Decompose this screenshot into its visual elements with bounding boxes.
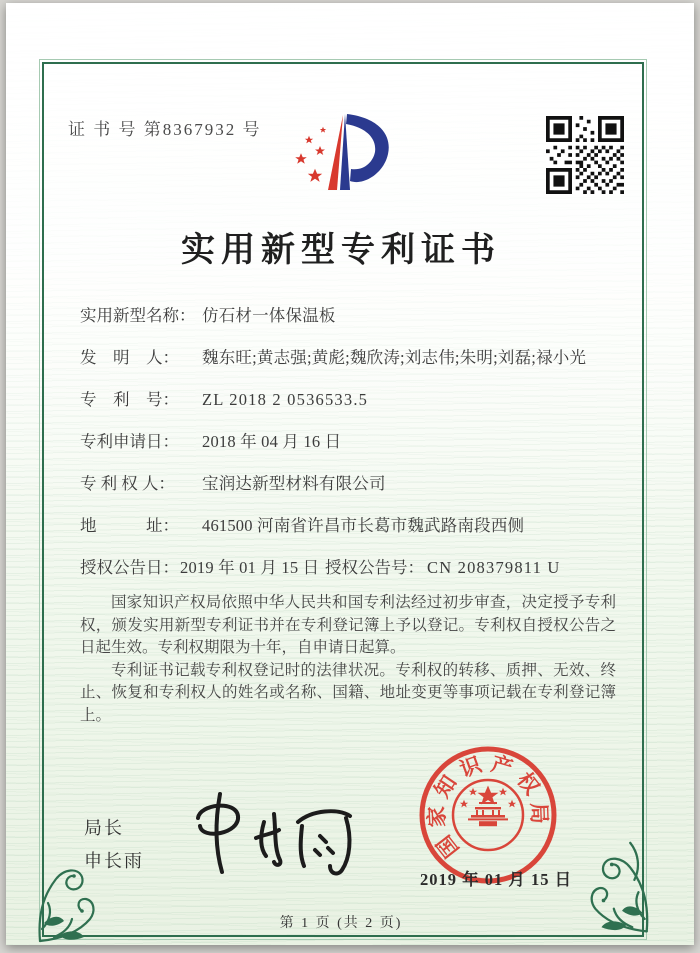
corner-flourish-right-icon bbox=[585, 828, 657, 940]
director-title: 局长 bbox=[84, 818, 124, 838]
field-value: 2018 年 04 月 16 日 bbox=[202, 432, 342, 451]
field-label: 专 利 号： bbox=[80, 390, 179, 409]
field-label: 发 明 人： bbox=[80, 348, 179, 367]
grant-date bbox=[80, 558, 325, 578]
field-value: 宝润达新型材料有限公司 bbox=[202, 474, 386, 493]
field-label: 专 利 权 人： bbox=[80, 474, 175, 493]
field-row-grant bbox=[80, 558, 640, 578]
field-label: 专利申请日： bbox=[80, 432, 179, 451]
grant-number bbox=[325, 558, 561, 578]
director-signature-icon bbox=[186, 788, 356, 878]
field-label: 授权公告号： bbox=[325, 558, 424, 577]
field-row-patent-no bbox=[80, 390, 640, 410]
seal-date: 2019 年 01 月 15 日 bbox=[420, 870, 573, 889]
field-value: ZL 2018 2 0536533.5 bbox=[202, 390, 369, 409]
field-value: 461500 河南省许昌市长葛市魏武路南段西侧 bbox=[202, 516, 525, 535]
field-row-name bbox=[80, 306, 640, 326]
seal-char: 国 bbox=[431, 830, 464, 863]
seal-char: 权 bbox=[512, 767, 545, 800]
cnipa-patent-logo-icon bbox=[292, 106, 396, 200]
field-value: 魏东旺;黄志强;黄彪;魏欣涛;刘志伟;朱明;刘磊;禄小光 bbox=[202, 348, 587, 367]
field-row-inventors bbox=[80, 348, 640, 368]
field-label: 授权公告日： bbox=[80, 558, 179, 577]
field-list bbox=[80, 306, 640, 578]
field-label: 实用新型名称： bbox=[80, 306, 196, 325]
seal-char: 产 bbox=[488, 751, 516, 781]
field-value: CN 208379811 U bbox=[427, 558, 561, 577]
seal-char: 局 bbox=[526, 802, 552, 825]
field-row-filing-date bbox=[80, 432, 640, 452]
field-row-patentee bbox=[80, 474, 640, 494]
field-label: 地 址： bbox=[80, 516, 179, 535]
corner-flourish-left-icon bbox=[30, 845, 100, 945]
legal-paragraph-1: 国家知识产权局依照中华人民共和国专利法经过初步审查，决定授予专利权，颁发实用新型专利证书并在专利登记簿上予以登记。专利权自授权公告之日起生效。专利权期限为十年，自申请日起算。 bbox=[80, 594, 616, 656]
field-value: 仿石材一体保温板 bbox=[202, 306, 336, 325]
page-title: 实用新型专利证书 bbox=[181, 232, 501, 269]
field-value: 2019 年 01 月 15 日 bbox=[180, 558, 320, 577]
legal-paragraph-2: 专利证书记载专利权登记时的法律状况。专利权的转移、质押、无效、终止、恢复和专利权人的姓名或名称、国籍、地址变更等事项记载在专利登记簿上。 bbox=[80, 661, 616, 724]
director-name: 申长雨 bbox=[84, 851, 144, 871]
legal-text bbox=[80, 592, 616, 727]
field-row-address bbox=[80, 516, 640, 536]
certificate-page bbox=[6, 3, 694, 945]
certificate-number: 证 书 号 第8367932 号 bbox=[68, 120, 262, 139]
seal-char: 识 bbox=[456, 752, 485, 782]
seal-char: 知 bbox=[429, 771, 462, 802]
page-number: 第 1 页 (共 2 页) bbox=[279, 916, 403, 931]
national-emblem-icon bbox=[453, 780, 523, 850]
seal-char: 家 bbox=[424, 805, 450, 828]
qr-code-icon bbox=[546, 116, 624, 194]
